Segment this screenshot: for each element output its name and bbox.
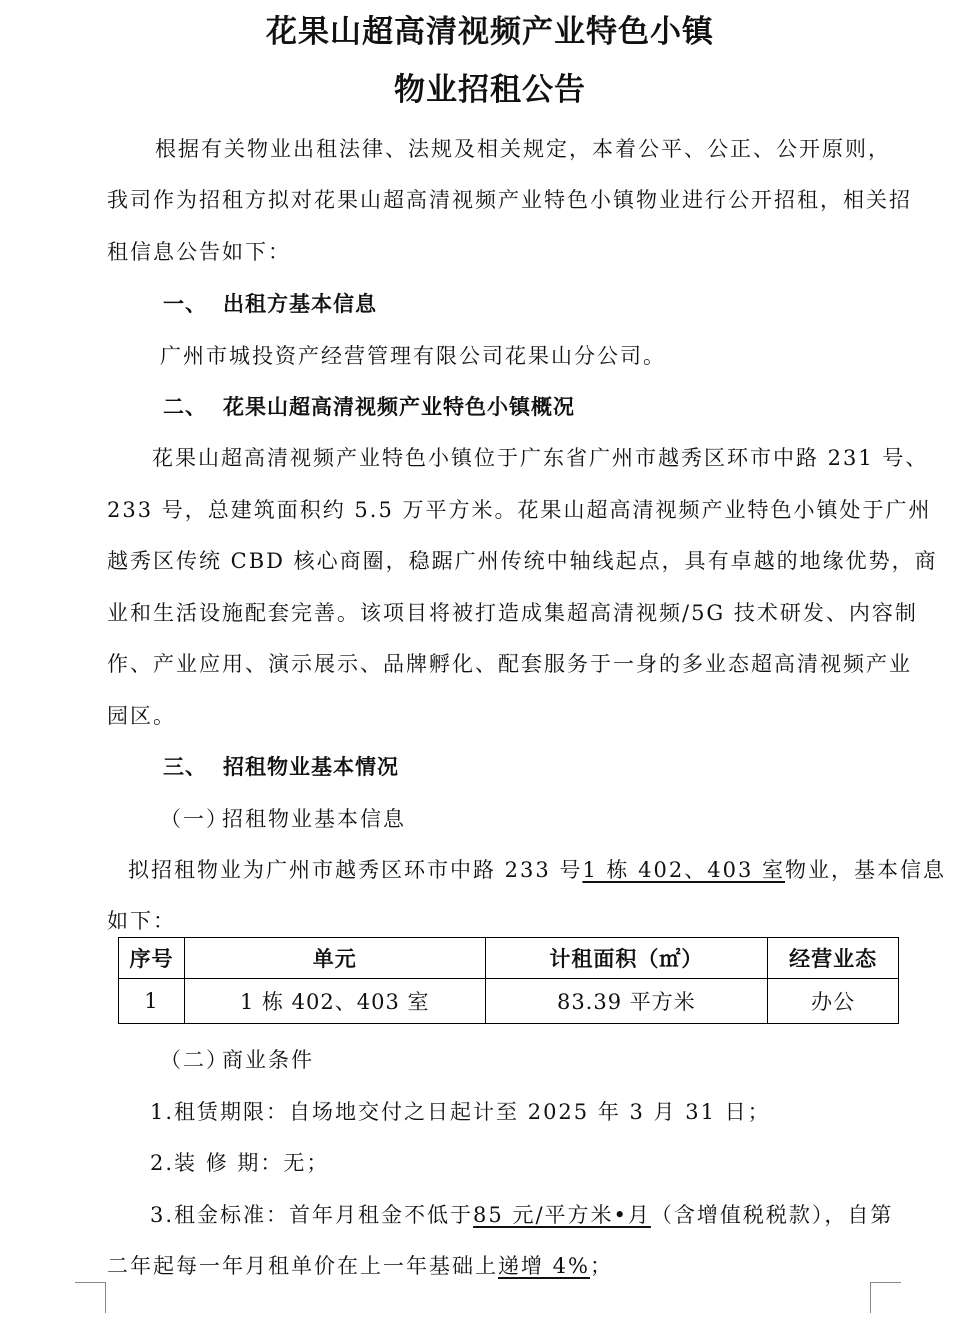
table-header-row [119, 938, 899, 979]
intro-line-1: 根据有关物业出租法律、法规及相关规定，本着公平、公正、公开原则， [155, 137, 891, 161]
cell-area: 83.39 平方米 [485, 979, 768, 1024]
subsection-1-title: 招租物业基本信息 [222, 807, 406, 831]
cell-serial: 1 [119, 979, 185, 1024]
page-corner-mark-right [870, 1282, 901, 1313]
document-title: 花果山超高清视频产业特色小镇 [266, 14, 714, 50]
rent-increase-prefix: 二年起每一年月租单价在上一年基础上 [107, 1254, 498, 1278]
subsection-2-number: （二） [160, 1048, 229, 1072]
header-area: 计租面积（㎡） [485, 938, 768, 979]
rent-increase-suffix: ； [590, 1254, 613, 1278]
header-business-type: 经营业态 [768, 938, 899, 979]
subsection-1-heading [160, 803, 406, 833]
property-address: 拟招租物业为广州市越秀区环市中路 233 号 [128, 858, 583, 882]
section-2-line-1: 花果山超高清视频产业特色小镇位于广东省广州市越秀区环市中路 231 号、 [152, 446, 929, 470]
subsection-1-number: （一） [160, 807, 229, 831]
section-3-title: 招租物业基本情况 [223, 754, 399, 779]
property-description-line-2: 如下： [107, 909, 176, 933]
intro-line-3: 租信息公告如下： [107, 240, 291, 264]
intro-line-2: 我司作为招租方拟对花果山超高清视频产业特色小镇物业进行公开招租，相关招 [107, 188, 912, 212]
property-description [128, 854, 946, 884]
section-1-title: 出租方基本信息 [223, 291, 377, 316]
section-3-heading [163, 751, 399, 781]
header-serial: 序号 [119, 938, 185, 979]
subsection-2-title: 商业条件 [222, 1048, 314, 1072]
section-3-number: 三、 [163, 754, 207, 779]
rent-suffix: （含增值税税款），自第 [650, 1203, 894, 1227]
section-2-line-6: 园区。 [107, 704, 176, 728]
term-decoration-period: 2.装 修 期：无； [150, 1151, 330, 1175]
section-1-content: 广州市城投资产经营管理有限公司花果山分公司。 [160, 344, 666, 368]
property-unit: 1 栋 402、403 室 [582, 858, 785, 882]
rent-increase-rate: 递增 4% [498, 1254, 590, 1278]
property-suffix: 物业，基本信息 [785, 858, 946, 882]
header-unit: 单元 [184, 938, 485, 979]
rent-price: 85 元/平方米•月 [473, 1203, 651, 1227]
term-rent-standard [150, 1199, 893, 1229]
rent-prefix: 3.租金标准：首年月租金不低于 [150, 1203, 474, 1227]
subsection-2-heading [160, 1044, 314, 1074]
section-2-line-2: 233 号，总建筑面积约 5.5 万平方米。花果山超高清视频产业特色小镇处于广州 [107, 498, 932, 522]
cell-business-type: 办公 [768, 979, 899, 1024]
section-2-line-3: 越秀区传统 CBD 核心商圈，稳踞广州传统中轴线起点，具有卓越的地缘优势，商 [107, 549, 938, 573]
section-1-heading [163, 288, 377, 318]
cell-unit: 1 栋 402、403 室 [184, 979, 485, 1024]
term-rent-increase [107, 1250, 613, 1280]
page-corner-mark-left [75, 1282, 106, 1313]
term-lease-period: 1.租赁期限：自场地交付之日起计至 2025 年 3 月 31 日； [150, 1100, 771, 1124]
section-2-line-5: 作、产业应用、演示展示、品牌孵化、配套服务于一身的多业态超高清视频产业 [107, 652, 912, 676]
section-2-line-4: 业和生活设施配套完善。该项目将被打造成集超高清视频/5G 技术研发、内容制 [107, 601, 918, 625]
table-row [119, 979, 899, 1024]
section-2-title: 花果山超高清视频产业特色小镇概况 [223, 394, 575, 419]
document-subtitle: 物业招租公告 [394, 72, 586, 108]
section-1-number: 一、 [163, 291, 207, 316]
property-table [118, 937, 899, 1024]
section-2-heading [163, 391, 575, 421]
section-2-number: 二、 [163, 394, 207, 419]
